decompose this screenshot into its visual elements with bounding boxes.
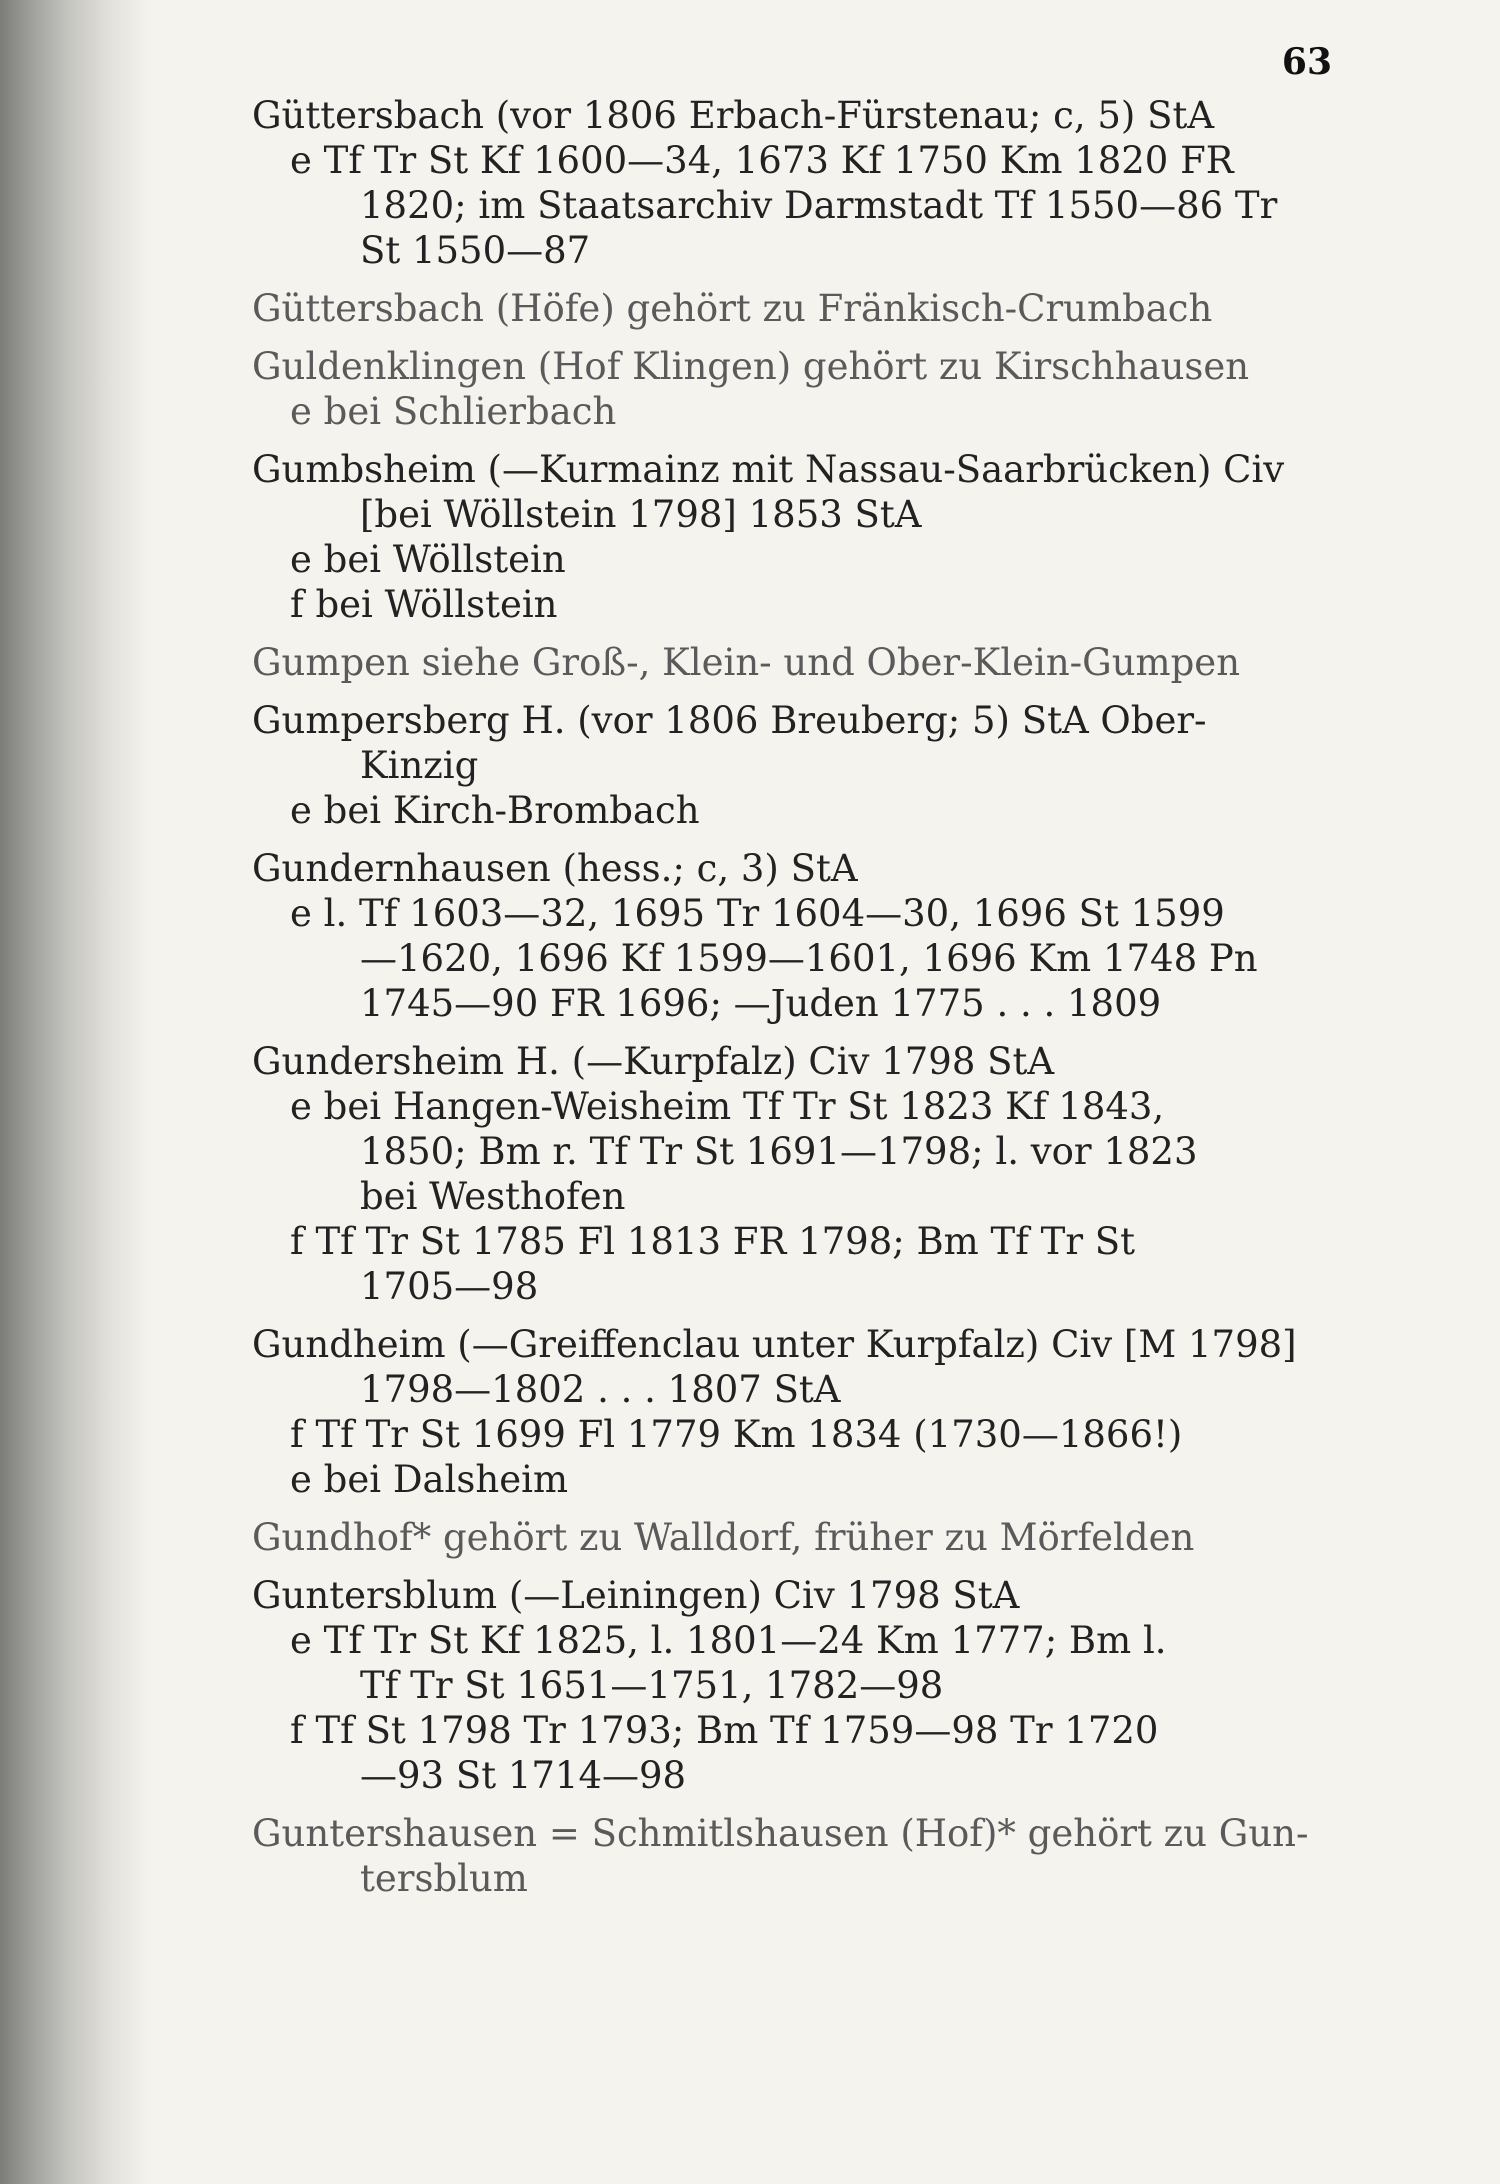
gazetteer-entry bbox=[252, 1573, 1332, 1798]
entry-detail-line: e bei Kirch-Brombach bbox=[290, 789, 700, 832]
entry-headline: Güttersbach (vor 1806 Erbach-Fürstenau; c, 5) StA bbox=[252, 94, 1215, 137]
entry-detail-line: bei Westhofen bbox=[360, 1175, 626, 1218]
entry-detail-line: [bei Wöllstein 1798] 1853 StA bbox=[360, 493, 922, 536]
entry-headline: Gundhof* gehört zu Walldorf, früher zu Mörfelden bbox=[252, 1516, 1195, 1559]
entry-headline: Gumpersberg H. (vor 1806 Breuberg; 5) StA Ober- bbox=[252, 699, 1207, 742]
gazetteer-entry bbox=[252, 698, 1332, 833]
scan-shadow-edge bbox=[0, 0, 150, 2184]
gazetteer-entry bbox=[252, 846, 1332, 1026]
entry-detail-line: —93 St 1714—98 bbox=[360, 1754, 687, 1797]
gazetteer-entry bbox=[252, 1322, 1332, 1502]
entry-detail-line: e bei Schlierbach bbox=[290, 390, 617, 433]
entry-detail-line: e bei Hangen-Weisheim Tf Tr St 1823 Kf 1843, bbox=[290, 1085, 1165, 1128]
entry-detail-line: Tf Tr St 1651—1751, 1782—98 bbox=[360, 1664, 944, 1707]
entry-detail-line: f bei Wöllstein bbox=[290, 583, 558, 626]
entry-detail-line: 1820; im Staatsarchiv Darmstadt Tf 1550—86 Tr bbox=[360, 184, 1278, 227]
entry-detail-line: 1745—90 FR 1696; —Juden 1775 . . . 1809 bbox=[360, 982, 1162, 1025]
gazetteer-entry bbox=[252, 1039, 1332, 1309]
entry-detail-line: f Tf Tr St 1699 Fl 1779 Km 1834 (1730—1866!) bbox=[290, 1413, 1183, 1456]
entry-detail-line: 1850; Bm r. Tf Tr St 1691—1798; l. vor 1823 bbox=[360, 1130, 1198, 1173]
entry-headline: Guldenklingen (Hof Klingen) gehört zu Kirschhausen bbox=[252, 345, 1250, 388]
entry-detail-line: e Tf Tr St Kf 1600—34, 1673 Kf 1750 Km 1820 FR bbox=[290, 139, 1234, 182]
gazetteer-entry bbox=[252, 286, 1332, 331]
entry-detail-line: Kinzig bbox=[360, 744, 479, 787]
entry-headline: Guntershausen = Schmitlshausen (Hof)* gehört zu Gun- bbox=[252, 1812, 1309, 1855]
gazetteer-entry bbox=[252, 1515, 1332, 1560]
entry-detail-line: tersblum bbox=[360, 1857, 528, 1900]
entry-headline: Gundersheim H. (—Kurpfalz) Civ 1798 StA bbox=[252, 1040, 1055, 1083]
entry-headline: Gumpen siehe Groß-, Klein- und Ober-Klein-Gumpen bbox=[252, 641, 1241, 684]
entry-headline: Gundheim (—Greiffenclau unter Kurpfalz) Civ [M 1798] bbox=[252, 1323, 1297, 1366]
page-number: 63 bbox=[1281, 41, 1332, 83]
entry-detail-line: f Tf Tr St 1785 Fl 1813 FR 1798; Bm Tf Tr St bbox=[290, 1220, 1136, 1263]
entry-detail-line: e bei Wöllstein bbox=[290, 538, 566, 581]
gazetteer-entry bbox=[252, 93, 1332, 273]
document-page bbox=[252, 40, 1332, 1914]
entry-headline: Guntersblum (—Leiningen) Civ 1798 StA bbox=[252, 1574, 1020, 1617]
entry-detail-line: f Tf St 1798 Tr 1793; Bm Tf 1759—98 Tr 1720 bbox=[290, 1709, 1159, 1752]
entry-headline: Güttersbach (Höfe) gehört zu Fränkisch-Crumbach bbox=[252, 287, 1213, 330]
entry-headline: Gumbsheim (—Kurmainz mit Nassau-Saarbrücken) Civ bbox=[252, 448, 1285, 491]
entry-detail-line: 1798—1802 . . . 1807 StA bbox=[360, 1368, 841, 1411]
entry-detail-line: —1620, 1696 Kf 1599—1601, 1696 Km 1748 Pn bbox=[360, 937, 1258, 980]
entry-detail-line: e l. Tf 1603—32, 1695 Tr 1604—30, 1696 St 1599 bbox=[290, 892, 1225, 935]
gazetteer-entries bbox=[252, 93, 1332, 1901]
gazetteer-entry bbox=[252, 447, 1332, 627]
gazetteer-entry bbox=[252, 640, 1332, 685]
entry-detail-line: St 1550—87 bbox=[360, 229, 591, 272]
gazetteer-entry bbox=[252, 1811, 1332, 1901]
entry-detail-line: e bei Dalsheim bbox=[290, 1458, 569, 1501]
entry-detail-line: 1705—98 bbox=[360, 1265, 539, 1308]
entry-headline: Gundernhausen (hess.; c, 3) StA bbox=[252, 847, 858, 890]
entry-detail-line: e Tf Tr St Kf 1825, l. 1801—24 Km 1777; Bm l. bbox=[290, 1619, 1167, 1662]
gazetteer-entry bbox=[252, 344, 1332, 434]
